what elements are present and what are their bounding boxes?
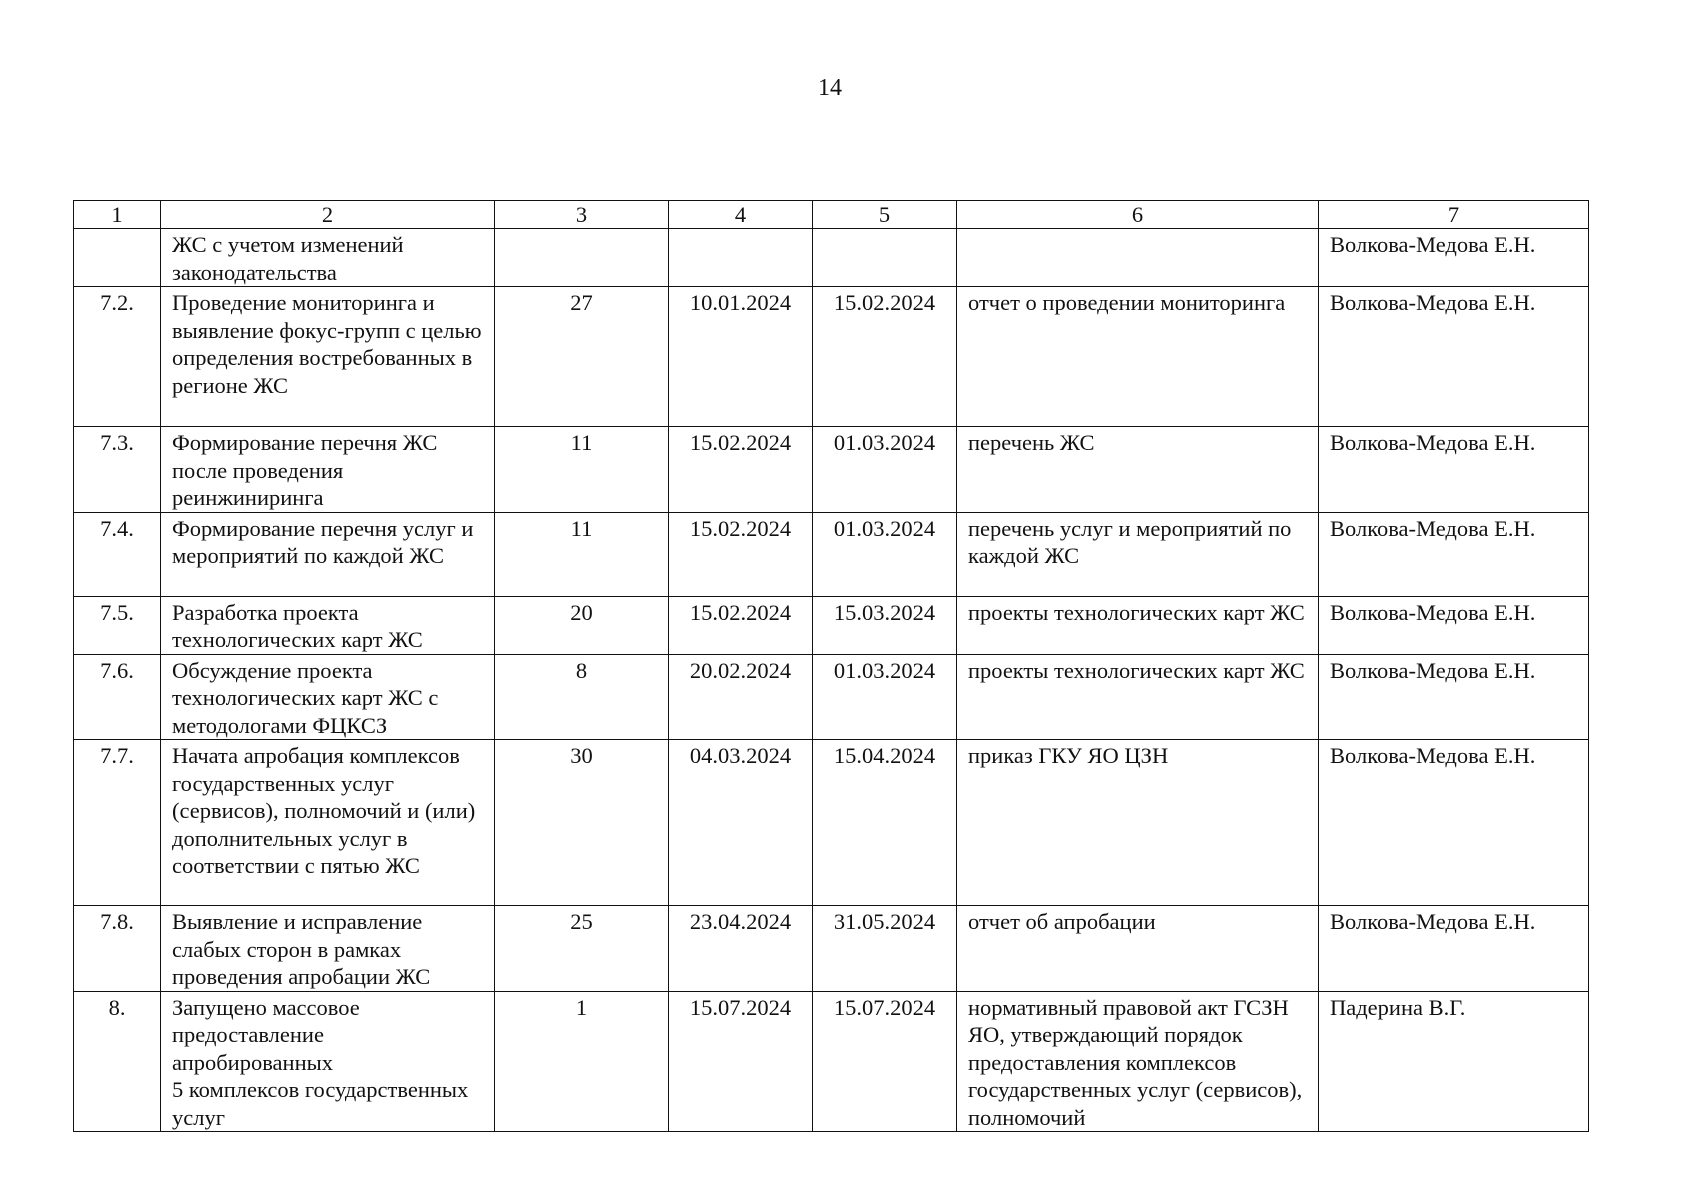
duration-days: 1 [495, 991, 669, 1132]
start-date: 04.03.2024 [669, 740, 813, 906]
duration-days: 25 [495, 906, 669, 992]
row-number: 7.8. [74, 906, 161, 992]
header-col-3: 3 [495, 201, 669, 229]
task-name: Формирование перечня услуг и мероприятий по каждой ЖС [161, 512, 495, 596]
table-row [74, 740, 1589, 906]
duration-days [495, 229, 669, 287]
start-date: 20.02.2024 [669, 654, 813, 740]
result: перечень ЖС [957, 427, 1319, 513]
responsible: Волкова-Медова Е.Н. [1319, 427, 1589, 513]
header-col-7: 7 [1319, 201, 1589, 229]
task-name: Разработка проекта технологических карт ЖС [161, 596, 495, 654]
duration-days: 8 [495, 654, 669, 740]
task-name: ЖС с учетом изменений законодательства [161, 229, 495, 287]
end-date: 01.03.2024 [813, 427, 957, 513]
header-col-4: 4 [669, 201, 813, 229]
header-row [74, 201, 1589, 229]
table-row [74, 906, 1589, 992]
task-name: Запущено массовое предоставление апробированных 5 комплексов государственных услуг [161, 991, 495, 1132]
table-row [74, 287, 1589, 427]
start-date: 15.02.2024 [669, 427, 813, 513]
end-date [813, 229, 957, 287]
responsible: Волкова-Медова Е.Н. [1319, 596, 1589, 654]
header-col-1: 1 [74, 201, 161, 229]
start-date: 23.04.2024 [669, 906, 813, 992]
table-row [74, 991, 1589, 1132]
result: проекты технологических карт ЖС [957, 654, 1319, 740]
header-col-5: 5 [813, 201, 957, 229]
responsible: Волкова-Медова Е.Н. [1319, 287, 1589, 427]
row-number [74, 229, 161, 287]
task-name: Выявление и исправление слабых сторон в рамках проведения апробации ЖС [161, 906, 495, 992]
row-number: 7.6. [74, 654, 161, 740]
row-number: 8. [74, 991, 161, 1132]
result: нормативный правовой акт ГСЗН ЯО, утверждающий порядок предоставления комплексов государственных услуг (сервисов), полномочий [957, 991, 1319, 1132]
duration-days: 20 [495, 596, 669, 654]
end-date: 01.03.2024 [813, 512, 957, 596]
header-col-6: 6 [957, 201, 1319, 229]
end-date: 15.03.2024 [813, 596, 957, 654]
table-row [74, 512, 1589, 596]
task-name: Формирование перечня ЖС после проведения реинжиниринга [161, 427, 495, 513]
end-date: 15.07.2024 [813, 991, 957, 1132]
table-row [74, 654, 1589, 740]
row-number: 7.5. [74, 596, 161, 654]
result: проекты технологических карт ЖС [957, 596, 1319, 654]
end-date: 31.05.2024 [813, 906, 957, 992]
duration-days: 11 [495, 512, 669, 596]
responsible: Волкова-Медова Е.Н. [1319, 512, 1589, 596]
table-row [74, 229, 1589, 287]
table-row [74, 427, 1589, 513]
task-name: Начата апробация комплексов государственных услуг (сервисов), полномочий и (или) дополнительных услуг в соответствии с пятью ЖС [161, 740, 495, 906]
start-date: 10.01.2024 [669, 287, 813, 427]
row-number: 7.3. [74, 427, 161, 513]
duration-days: 30 [495, 740, 669, 906]
end-date: 15.04.2024 [813, 740, 957, 906]
end-date: 15.02.2024 [813, 287, 957, 427]
result: отчет о проведении мониторинга [957, 287, 1319, 427]
result [957, 229, 1319, 287]
result: перечень услуг и мероприятий по каждой ЖС [957, 512, 1319, 596]
task-name: Проведение мониторинга и выявление фокус-групп с целью определения востребованных в регионе ЖС [161, 287, 495, 427]
responsible: Волкова-Медова Е.Н. [1319, 906, 1589, 992]
row-number: 7.7. [74, 740, 161, 906]
responsible: Падерина В.Г. [1319, 991, 1589, 1132]
plan-table [73, 200, 1589, 1132]
page-number: 14 [818, 75, 842, 101]
responsible: Волкова-Медова Е.Н. [1319, 229, 1589, 287]
header-col-2: 2 [161, 201, 495, 229]
start-date: 15.07.2024 [669, 991, 813, 1132]
end-date: 01.03.2024 [813, 654, 957, 740]
responsible: Волкова-Медова Е.Н. [1319, 740, 1589, 906]
duration-days: 27 [495, 287, 669, 427]
start-date [669, 229, 813, 287]
row-number: 7.2. [74, 287, 161, 427]
start-date: 15.02.2024 [669, 512, 813, 596]
responsible: Волкова-Медова Е.Н. [1319, 654, 1589, 740]
result: отчет об апробации [957, 906, 1319, 992]
table-row [74, 596, 1589, 654]
row-number: 7.4. [74, 512, 161, 596]
task-name: Обсуждение проекта технологических карт ЖС с методологами ФЦКСЗ [161, 654, 495, 740]
result: приказ ГКУ ЯО ЦЗН [957, 740, 1319, 906]
duration-days: 11 [495, 427, 669, 513]
start-date: 15.02.2024 [669, 596, 813, 654]
